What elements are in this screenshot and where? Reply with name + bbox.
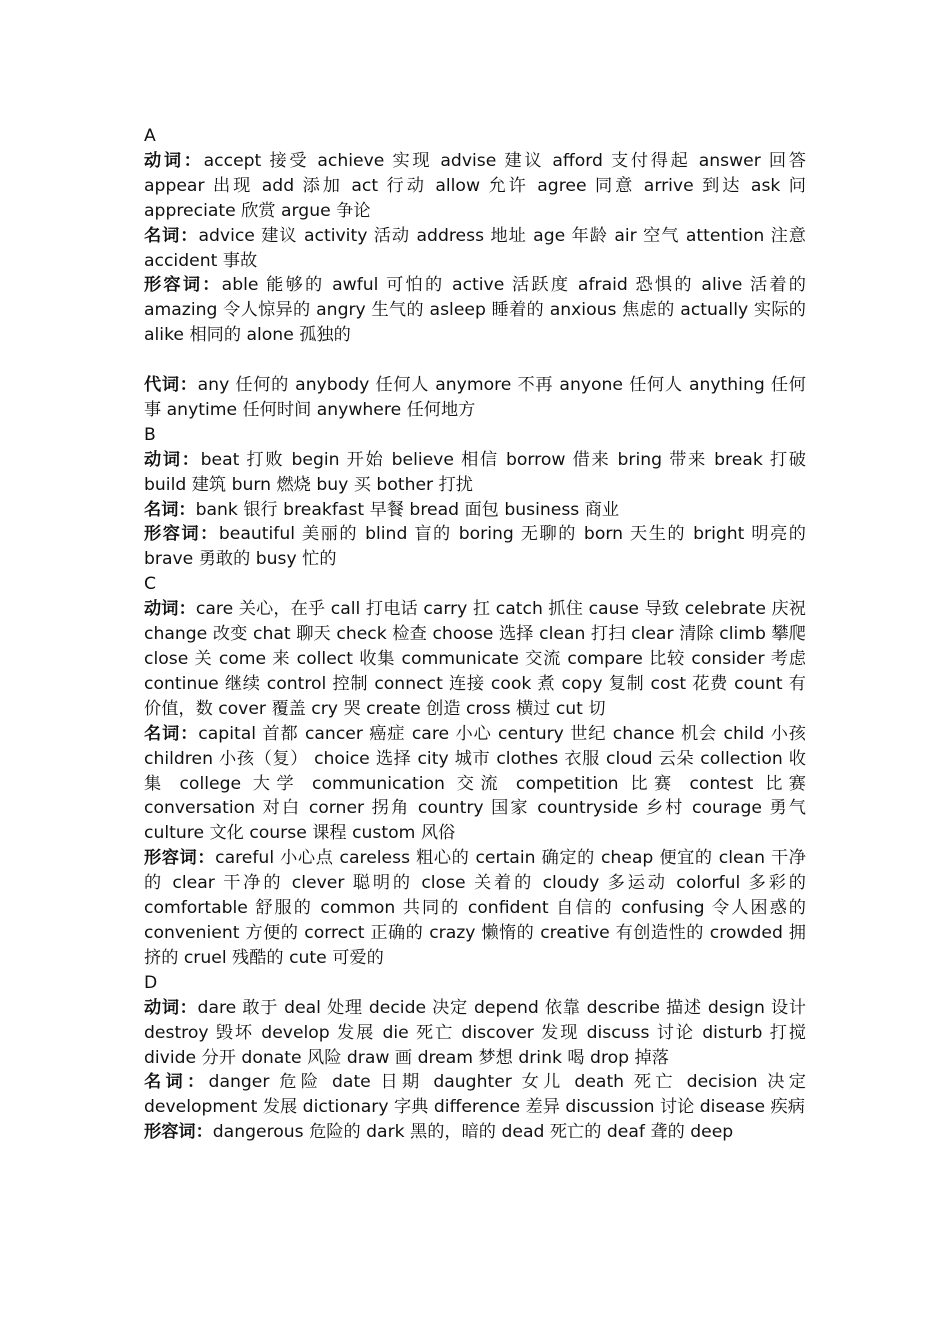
verb-label: 动词： [144, 150, 204, 171]
noun-list-b [144, 498, 806, 523]
noun-label: 名词： [144, 723, 199, 744]
adjective-text: beautiful 美丽的 blind 盲的 boring 无聊的 born 天生的 bright 明亮的 brave 勇敢的 busy 忙的 [144, 524, 806, 570]
noun-list-c [144, 722, 806, 847]
verb-list-a [144, 149, 806, 224]
adjective-label: 形容词： [144, 848, 216, 869]
adjective-text: careful 小心点 careless 粗心的 certain 确定的 cheap 便宜的 clean 干净的 clear 干净的 clever 聪明的 close 关着的 cloudy 多运动 colorful 多彩的 comfortable 舒服的 common 共同的 confident 自信的 confusing 令人困惑的 convenient 方便的 correct 正确的 crazy 懒惰的 creative 有创造性的 crowded 拥挤的 cruel 残酷的 cute 可爱的 [144, 848, 806, 968]
adjective-label: 形容词： [144, 1122, 213, 1143]
noun-text: advice 建议 activity 活动 address 地址 age 年龄 air 空气 attention 注意 accident 事故 [144, 225, 806, 271]
adjective-list-d [144, 1120, 806, 1145]
section-letter-c: C [144, 574, 157, 595]
pronoun-list-a [144, 373, 806, 423]
noun-text: bank 银行 breakfast 早餐 bread 面包 business 商业 [195, 499, 620, 520]
verb-label: 动词： [144, 997, 198, 1018]
section-letter-a: A [144, 126, 156, 146]
verb-label: 动词： [144, 599, 196, 620]
verb-label: 动词： [144, 449, 201, 470]
noun-label: 名词： [144, 1072, 209, 1093]
section-letter-b: B [144, 424, 156, 445]
adjective-label: 形容词： [144, 275, 222, 296]
pronoun-text: any 任何的 anybody 任何人 anymore 不再 anyone 任何人 anything 任何事 anytime 任何时间 anywhere 任何地方 [144, 375, 806, 420]
verb-text: dare 敢于 deal 处理 decide 决定 depend 依靠 describe 描述 design 设计 destroy 毁坏 develop 发展 die 死亡 discover 发现 discuss 讨论 disturb 打搅 divide 分开 donate 风险 draw 画 dream 梦想 drink 喝 drop 掉落 [144, 997, 806, 1068]
verb-text: accept 接受 achieve 实现 advise 建议 afford 支付得起 answer 回答 appear 出现 add 添加 act 行动 allow 允许 agree 同意 arrive 到达 ask 问 appreciate 欣赏 argue 争论 [144, 150, 806, 221]
verb-list-d [144, 996, 806, 1071]
adjective-list-c [144, 846, 806, 971]
verb-list-b [144, 448, 806, 498]
section-letter-d: D [144, 972, 158, 993]
adjective-list-b [144, 522, 806, 572]
noun-label: 名词： [144, 499, 196, 520]
adjective-text: dangerous 危险的 dark 黑的，暗的 dead 死亡的 deaf 聋的 deep [212, 1122, 734, 1143]
noun-list-d [144, 1070, 806, 1120]
document-page [144, 124, 806, 1145]
adjective-label: 形容词： [144, 524, 219, 545]
pronoun-label: 代词： [144, 375, 198, 396]
verb-text: beat 打败 begin 开始 believe 相信 borrow 借来 bring 带来 break 打破 build 建筑 burn 燃烧 buy 买 bother 打扰 [144, 449, 806, 495]
verb-text: care 关心，在乎 call 打电话 carry 扛 catch 抓住 cause 导致 celebrate 庆祝 change 改变 chat 聊天 check 检查 choose 选择 clean 打扫 clear 清除 climb 攀爬 close 关 come 来 collect 收集 communicate 交流 compare 比较 consider 考虑 continue 继续 control 控制 connect 连接 cook 煮 copy 复制 cost 花费 count 有价值，数 cover 覆盖 cry 哭 create 创造 cross 横过 cut 切 [144, 599, 806, 719]
blank-line [144, 348, 806, 373]
verb-list-c [144, 597, 806, 722]
adjective-list-a [144, 273, 806, 348]
noun-label: 名词： [144, 225, 199, 246]
noun-text: danger 危险 date 日期 daughter 女儿 death 死亡 decision 决定 development 发展 dictionary 字典 difference 差异 discussion 讨论 disease 疾病 [144, 1072, 806, 1118]
noun-text: capital 首都 cancer 癌症 care 小心 century 世纪 chance 机会 child 小孩 children 小孩（复） choice 选择 city 城市 clothes 衣服 cloud 云朵 collection 收集 college 大学 communication 交流 competition 比赛 contest 比赛 conversation 对白 corner 拐角 country 国家 countryside 乡村 courage 勇气 culture 文化 course 课程 custom 风俗 [144, 723, 806, 844]
noun-list-a [144, 224, 806, 274]
adjective-text: able 能够的 awful 可怕的 active 活跃度 afraid 恐惧的 alive 活着的 amazing 令人惊异的 angry 生气的 asleep 睡着的 anxious 焦虑的 actually 实际的 alike 相同的 alone 孤独的 [144, 275, 806, 346]
